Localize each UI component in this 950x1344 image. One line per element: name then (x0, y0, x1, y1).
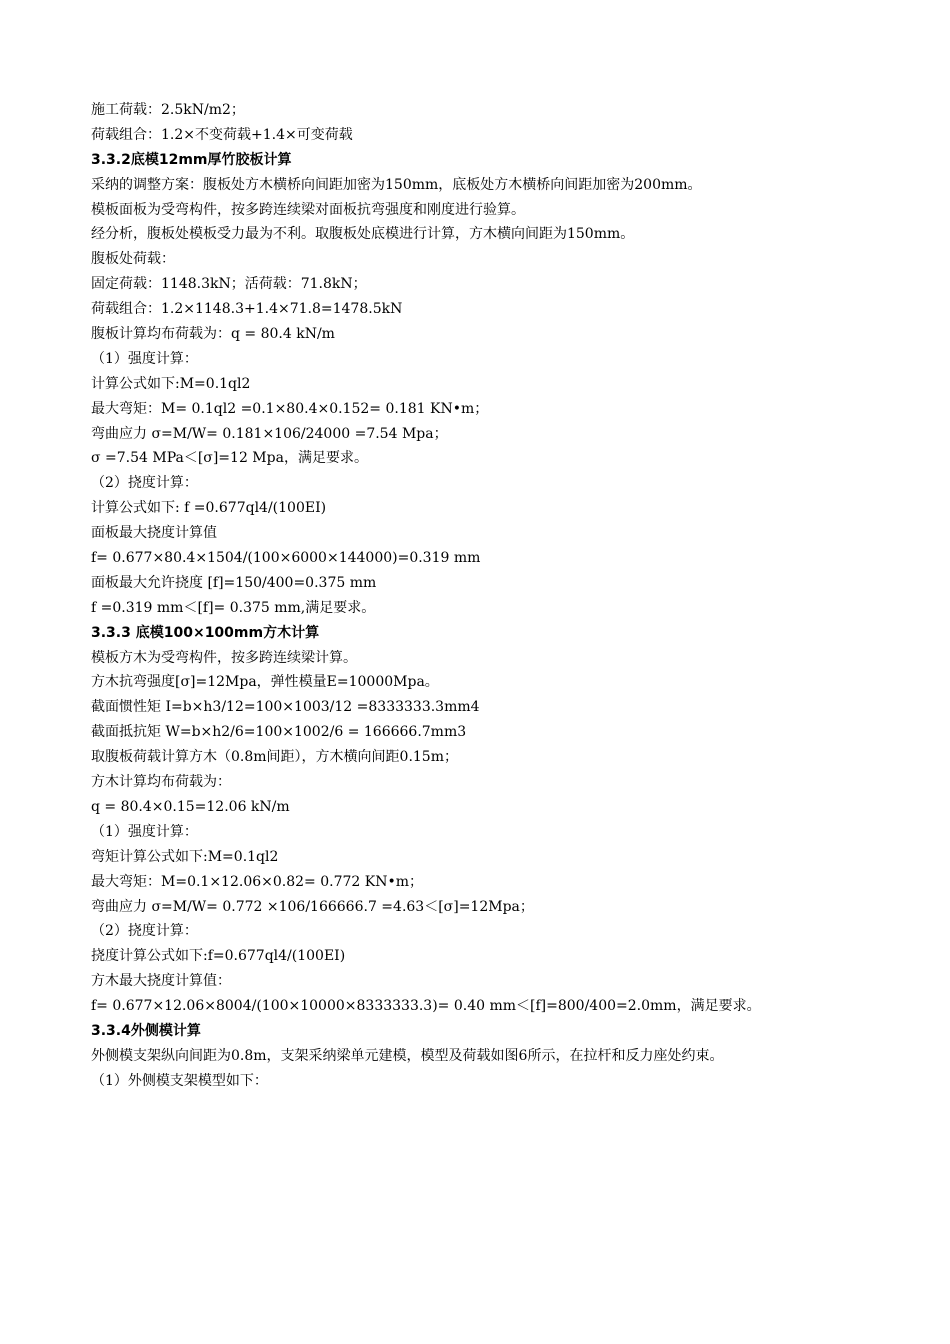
text-line: 挠度计算公式如下:f=0.677ql4/(100EI) (91, 948, 346, 965)
section-heading: 3.3.4外侧模计算 (91, 1022, 201, 1039)
text-line: 采纳的调整方案：腹板处方木横桥向间距加密为150mm，底板处方木横桥向间距加密为200mm。 (91, 176, 702, 193)
text-line: （1）外侧模支架模型如下： (91, 1072, 268, 1089)
document-page (91, 98, 891, 1094)
section-heading: 3.3.2底模12mm厚竹胶板计算 (91, 151, 292, 168)
text-line: 最大弯矩：M=0.1×12.06×0.82= 0.772 KN•m； (91, 873, 423, 890)
text-line: 荷载组合：1.2×不变荷载+1.4×可变荷载 (91, 126, 353, 143)
text-line: 方木抗弯强度[σ]=12Mpa，弹性模量E=10000Mpa。 (91, 674, 439, 691)
text-line: 弯曲应力 σ=M/W= 0.772 ×106/166666.7 =4.63＜[σ]=12Mpa； (91, 898, 534, 915)
text-line: 方木计算均布荷载为： (91, 774, 231, 791)
text-line: 腹板计算均布荷载为：q = 80.4 kN/m (91, 326, 335, 343)
text-line: f= 0.677×12.06×8004/(100×10000×8333333.3)= 0.40 mm＜[f]=800/400=2.0mm，满足要求。 (91, 998, 761, 1015)
text-line: （2）挠度计算： (91, 923, 198, 940)
text-line: 计算公式如下: f =0.677ql4/(100EI) (91, 500, 327, 517)
text-line: f =0.319 mm＜[f]= 0.375 mm,满足要求。 (91, 599, 376, 616)
text-line: 模板面板为受弯构件，按多跨连续梁对面板抗弯强度和刚度进行验算。 (91, 201, 525, 218)
text-line: 外侧模支架纵向间距为0.8m，支架采纳梁单元建模，模型及荷载如图6所示，在拉杆和反力座处约束。 (91, 1047, 724, 1064)
text-line: σ =7.54 MPa＜[σ]=12 Mpa，满足要求。 (91, 450, 368, 467)
text-line: 面板最大挠度计算值 (91, 525, 217, 542)
text-line: 固定荷载：1148.3kN；活荷载：71.8kN； (91, 276, 367, 293)
text-line: 腹板处荷载： (91, 251, 175, 268)
text-line: 取腹板荷载计算方木（0.8m间距），方木横向间距0.15m； (91, 749, 458, 766)
text-line: 最大弯矩：M= 0.1ql2 =0.1×80.4×0.152= 0.181 KN•m； (91, 400, 489, 417)
text-line: q = 80.4×0.15=12.06 kN/m (91, 798, 290, 815)
text-line: （1）强度计算： (91, 823, 198, 840)
text-line: 截面抵抗矩 W=b×h2/6=100×1002/6 = 166666.7mm3 (91, 724, 467, 741)
text-line: 面板最大允许挠度 [f]=150/400=0.375 mm (91, 574, 377, 591)
text-line: 截面惯性矩 I=b×h3/12=100×1003/12 =8333333.3mm4 (91, 699, 480, 716)
text-line: 计算公式如下:M=0.1ql2 (91, 375, 251, 392)
text-line: 弯矩计算公式如下:M=0.1ql2 (91, 848, 279, 865)
text-line: 弯曲应力 σ=M/W= 0.181×106/24000 =7.54 Mpa； (91, 425, 448, 442)
text-line: 经分析，腹板处模板受力最为不利。取腹板处底模进行计算，方木横向间距为150mm。 (91, 226, 635, 243)
text-line: 方木最大挠度计算值： (91, 973, 231, 990)
text-line: f= 0.677×80.4×1504/(100×6000×144000)=0.319 mm (91, 550, 481, 567)
text-line: 模板方木为受弯构件，按多跨连续梁计算。 (91, 649, 357, 666)
text-line: 施工荷载：2.5kN/m2； (91, 102, 245, 118)
text-line: （2）挠度计算： (91, 475, 198, 492)
text-line: （1）强度计算： (91, 350, 198, 367)
section-heading: 3.3.3 底模100×100mm方木计算 (91, 624, 320, 641)
text-line: 荷载组合：1.2×1148.3+1.4×71.8=1478.5kN (91, 301, 403, 318)
